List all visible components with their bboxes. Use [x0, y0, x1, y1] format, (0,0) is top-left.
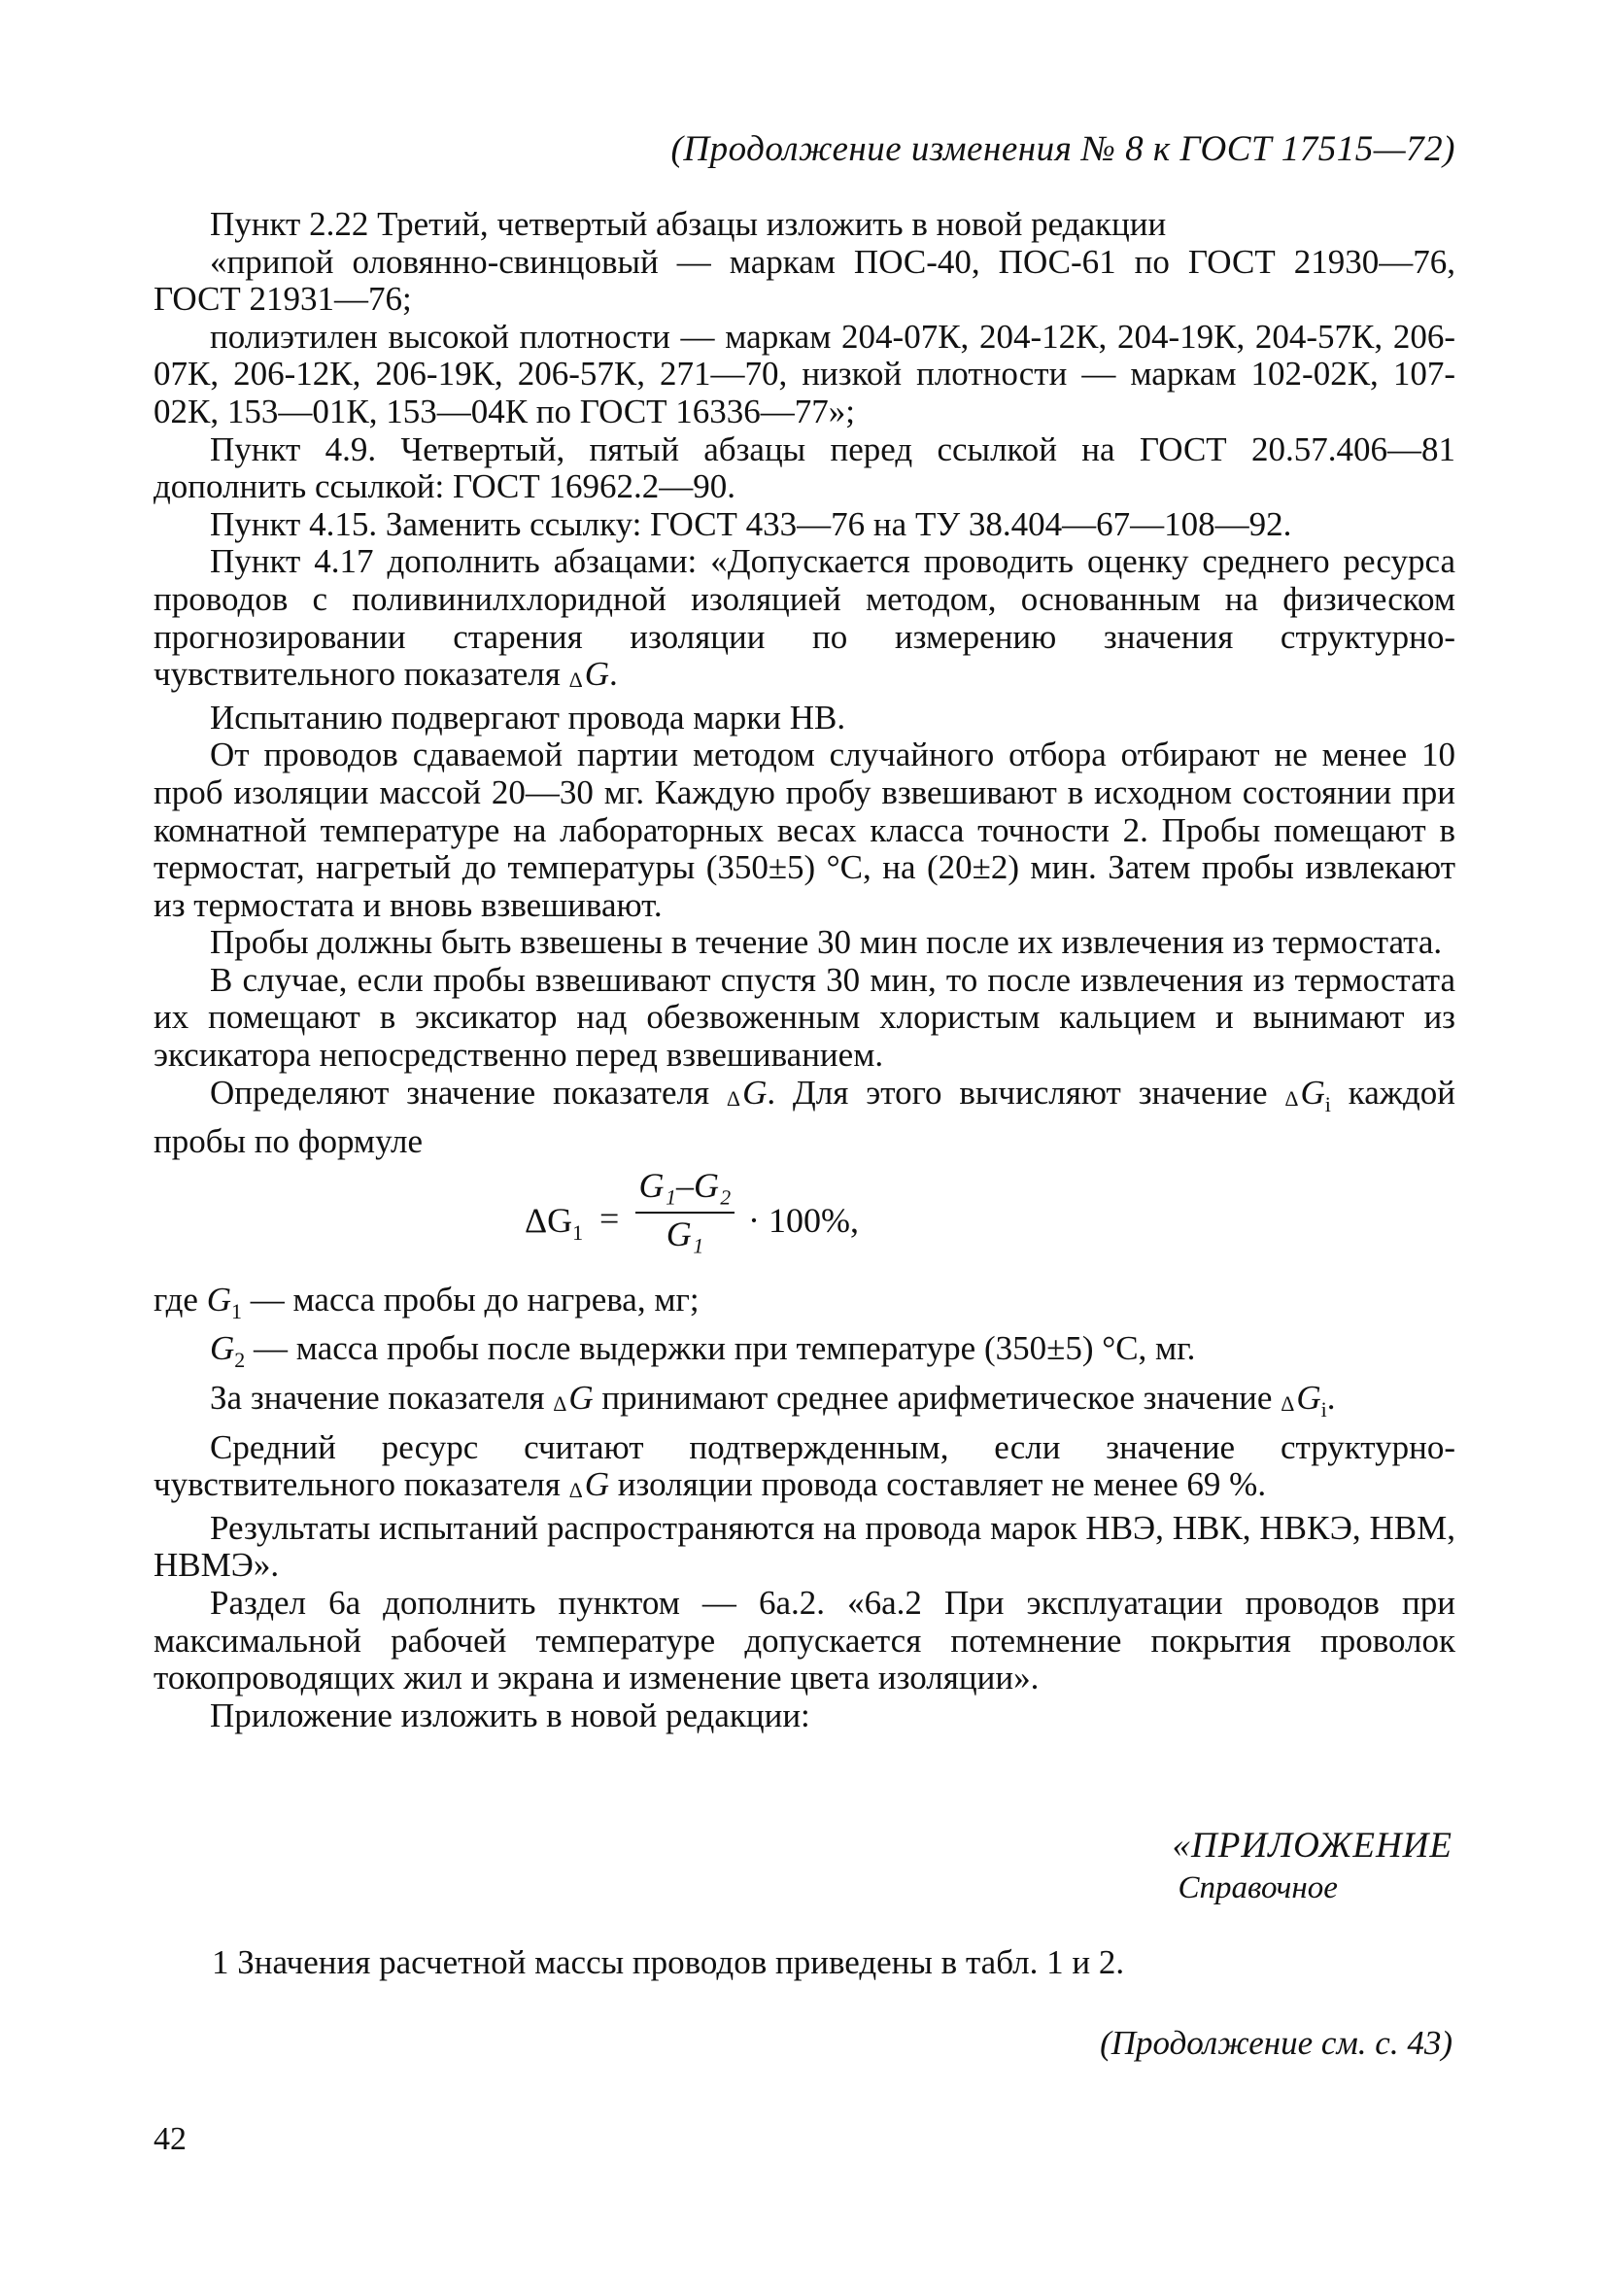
- subscript: 2: [234, 1348, 246, 1373]
- paragraph-text: Определяют значение показателя: [210, 1073, 727, 1112]
- formula: [154, 1167, 1455, 1276]
- paragraph: Результаты испытаний распространяются на провода марок НВЭ, НВК, НВКЭ, НВМ, НВМЭ».: [154, 1508, 1455, 1585]
- paragraph: Пункт 4.17 дополнить абзацами: «Допускается проводить оценку среднего ресурса проводов с поливинилхлоридной изоляцией методом, основанным на физическом прогнозировании старения изоляции по измерению значения структурно-чувствительного показателя ΔG.: [154, 542, 1455, 694]
- paragraph-text: Средний ресурс считают подтвержденным, если значение структурно-чувствительного показателя: [154, 1427, 1455, 1504]
- paragraph: За значение показателя ΔG принимают среднее арифметическое значение $\Delta G_i$.: [210, 1379, 1336, 1422]
- paragraph-text: — масса пробы после выдержки при температуре (350±5) °С, мг.: [245, 1329, 1196, 1368]
- paragraph: Раздел 6а дополнить пунктом — 6а.2. «6а.2 При эксплуатации проводов при максимальной рабочей температуре допускается потемнение покрытия проволок токопроводящих жил и экрана и изменение цвета изоляции».: [154, 1584, 1455, 1697]
- paragraph: В случае, если пробы взвешивают спустя 30 мин, то после извлечения из термостата их помещают в эксикатор над обезвоженным хлористым кальцием и вынимают из эксикатора непосредственно перед взвешиванием.: [154, 960, 1455, 1075]
- subscript: 1: [231, 1298, 242, 1323]
- paragraph: Приложение изложить в новой редакции:: [210, 1696, 810, 1734]
- paragraph: [154, 1330, 1455, 1380]
- paragraph: [154, 1282, 1455, 1331]
- delta-symbol: Δ: [568, 1478, 583, 1503]
- paragraph: [154, 1075, 1455, 1161]
- g-symbol: G: [584, 1465, 610, 1504]
- appendix-heading: [1173, 1825, 1452, 1906]
- paragraph-text: где: [154, 1280, 207, 1319]
- g-symbol: G: [584, 655, 610, 694]
- g-symbol: G: [1300, 1073, 1325, 1112]
- table-note: 1 Значения расчетной массы проводов приведены в табл. 1 и 2.: [212, 1943, 1125, 1981]
- g-symbol: G: [1296, 1379, 1321, 1418]
- g-symbol: G: [206, 1280, 231, 1319]
- paragraph: «припой оловянно-свинцовый — маркам ПОС-40, ПОС-61 по ГОСТ 21930—76, ГОСТ 21931—76;: [154, 242, 1455, 319]
- paragraph-text: Пункт 4.17 дополнить абзацами: «Допускается проводить оценку среднего ресурса проводов с поливинилхлоридной изоляцией методом, основанным на физическом прогнозировании старения изоляции по измерению значения структурно-чувствительного показателя: [154, 542, 1455, 694]
- paragraph: Пробы должны быть взвешены в течение 30 мин после их извлечения из термостата.: [210, 923, 1443, 962]
- g-symbol: G: [742, 1073, 768, 1112]
- delta-symbol: Δ: [1281, 1391, 1295, 1417]
- paragraph: полиэтилен высокой плотности — маркам 204-07К, 204-12К, 204-19К, 204-57К, 206-07К, 206-12К, 206-19К, 206-57К, 271—70, низкой плотности — маркам 102-02К, 107-02К, 153—01К, 153—04К по ГОСТ 16336—77»;: [154, 317, 1455, 430]
- formula-rhs: · 100%,: [748, 1200, 859, 1240]
- continuation-footer: (Продолжение см. с. 43): [1100, 2024, 1452, 2062]
- paragraph-text: изоляции провода составляет не менее 69 %.: [609, 1465, 1267, 1504]
- delta-symbol: Δ: [1284, 1085, 1299, 1111]
- paragraph-text: . Для этого вычисляют значение: [767, 1073, 1285, 1112]
- document-body: [154, 206, 1455, 1734]
- continuation-header: (Продолжение изменения № 8 к ГОСТ 17515—72): [670, 129, 1455, 169]
- delta-symbol: Δ: [726, 1085, 741, 1111]
- formula-equals: =: [599, 1198, 620, 1238]
- appendix-subtitle: Справочное: [1178, 1870, 1338, 1905]
- page-number: 42: [154, 2121, 187, 2157]
- subscript: 1: [572, 1220, 584, 1246]
- subscript: i: [1324, 1091, 1331, 1116]
- paragraph-text: каждой пробы по формуле: [154, 1073, 1455, 1161]
- paragraph: Пункт 4.9. Четвертый, пятый абзацы перед ссылкой на ГОСТ 20.57.406—81 дополнить ссылкой: ГОСТ 16962.2—90.: [154, 429, 1455, 506]
- appendix-title: «ПРИЛОЖЕНИЕ: [1172, 1826, 1452, 1866]
- g-symbol: G: [210, 1329, 235, 1368]
- paragraph: [154, 1429, 1455, 1510]
- formula-numerator: G₁–G₂: [638, 1165, 732, 1205]
- paragraph: Испытанию подвергают провода марки НВ.: [210, 698, 846, 737]
- subscript: i: [1320, 1397, 1327, 1422]
- formula-lhs-text: ΔG: [525, 1200, 573, 1240]
- paragraph-text: — масса пробы до нагрева, мг;: [242, 1280, 700, 1319]
- paragraph-text: принимают среднее арифметическое значение: [593, 1379, 1281, 1418]
- formula-lhs: [525, 1202, 583, 1252]
- paragraph: От проводов сдаваемой партии методом случайного отбора отбирают не менее 10 проб изоляции массой 20—30 мг. Каждую пробу взвешивают в исходном состоянии при комнатной температуре на лабораторных весах класса точности 2. Пробы помещают в термостат, нагретый до температуры (350±5) °С, на (20±2) мин. Затем пробы извлекают из термостата и вновь взвешивают.: [154, 736, 1455, 924]
- formula-denominator: G₁: [666, 1214, 704, 1253]
- g-symbol: G: [568, 1379, 594, 1418]
- paragraph-text: За значение показателя: [210, 1379, 554, 1418]
- paragraph: Пункт 4.15. Заменить ссылку: ГОСТ 433—76 на ТУ 38.404—67—108—92.: [210, 504, 1292, 543]
- paragraph: Пункт 2.22 Третий, четвертый абзацы изложить в новой редакции: [210, 205, 1167, 243]
- delta-symbol: Δ: [568, 668, 583, 693]
- delta-symbol: Δ: [553, 1391, 567, 1417]
- formula-fraction: [633, 1167, 736, 1253]
